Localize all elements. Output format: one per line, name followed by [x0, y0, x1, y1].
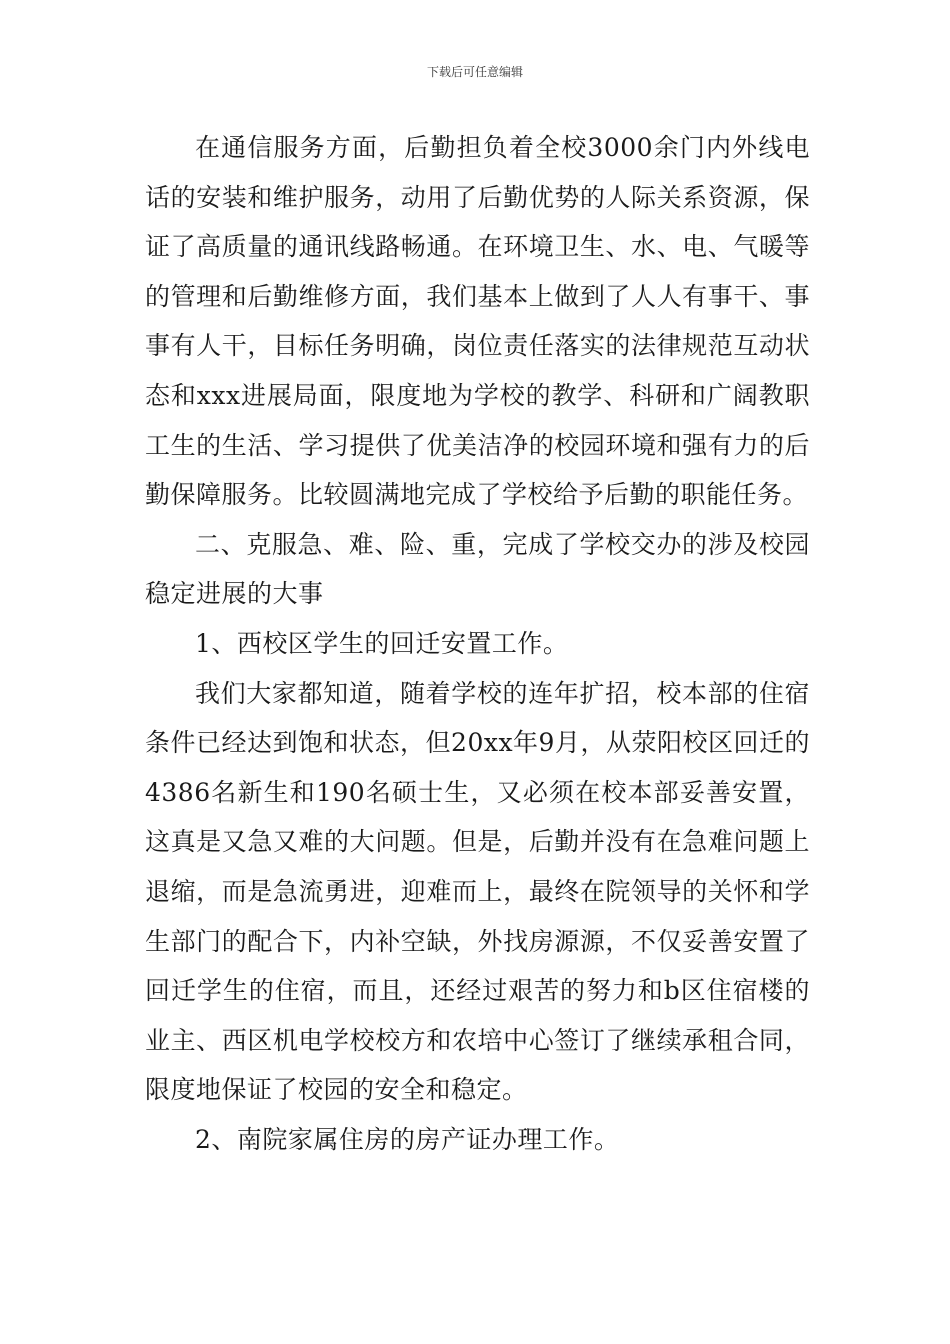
document-body	[145, 123, 810, 1164]
paragraph-relocation: 我们大家都知道，随着学校的连年扩招，校本部的住宿条件已经达到饱和状态，但20xx年9月，从荥阳校区回迁的4386名新生和190名硕士生，又必须在校本部妥善安置，这真是又急又难的大问题。但是，后勤并没有在急难问题上退缩，而是急流勇进，迎难而上，最终在院领导的关怀和学生部门的配合下，内补空缺，外找房源源，不仅妥善安置了回迁学生的住宿，而且，还经过艰苦的努力和b区住宿楼的业主、西区机电学校校方和农培中心签订了继续承租合同，限度地保证了校园的安全和稳定。	[145, 678, 810, 1105]
subheading-west-campus: 1、西校区学生的回迁安置工作。	[195, 628, 569, 658]
page-header: 下载后可任意编辑	[426, 65, 523, 79]
subheading-south-courtyard: 2、南院家属住房的房产证办理工作。	[195, 1124, 620, 1154]
paragraph-communication-services: 在通信服务方面，后勤担负着全校3000余门内外线电话的安装和维护服务，动用了后勤优势的人际关系资源，保证了高质量的通讯线路畅通。在环境卫生、水、电、气暖等的管理和后勤维修方面，我们基本上做到了人人有事干、事事有人干，目标任务明确，岗位责任落实的法律规范互动状态和xxx进展局面，限度地为学校的教学、科研和广阔教职工生的生活、学习提供了优美洁净的校园环境和强有力的后勤保障服务。比较圆满地完成了学校给予后勤的职能任务。	[145, 133, 810, 510]
section-heading-two: 二、克服急、难、险、重，完成了学校交办的涉及校园稳定进展的大事	[145, 529, 810, 609]
